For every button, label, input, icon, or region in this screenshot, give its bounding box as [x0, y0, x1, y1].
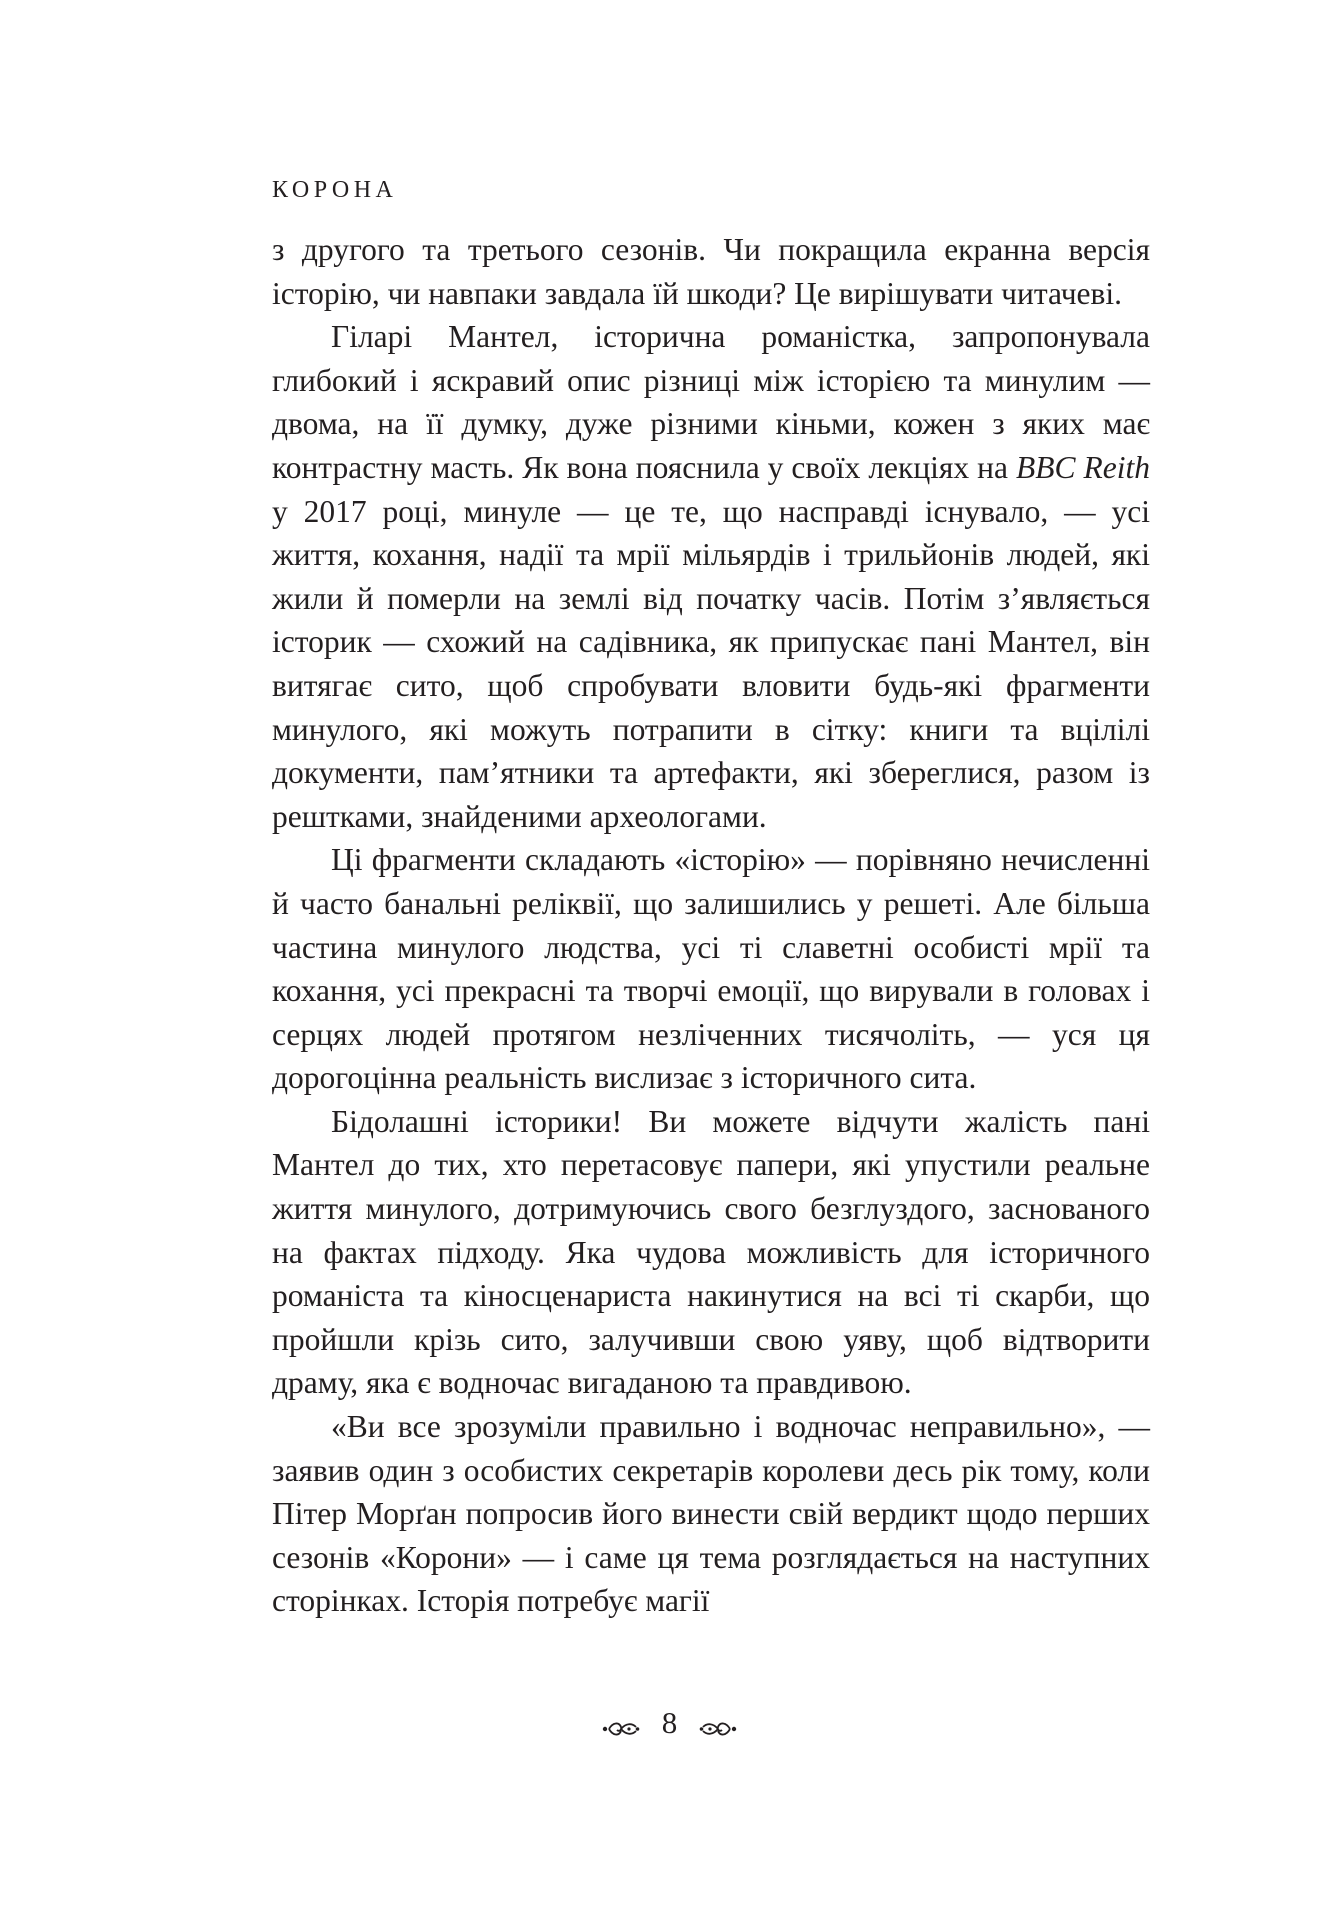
- lecture-series-title: BBC Reith: [1016, 449, 1150, 485]
- paragraph-2: [272, 315, 1150, 838]
- paragraph-4: Бідолашні історики! Ви можете відчути жалість пані Мантел до тих, хто перетасовує папери, які упустили реальне життя минулого, дотримуючись свого безглуздого, заснованого на фактах підходу. Яка чудова можливість для історичного романіста та кіносценариста накинутися на всі ті скарби, що пройшли крізь сито, залучивши свою уяву, щоб відтворити драму, яка є водночас вигаданою та правдивою.: [272, 1103, 1150, 1401]
- fleuron-right-icon: [699, 1712, 737, 1734]
- running-head: КОРОНА: [272, 177, 398, 203]
- paragraph-3: Ці фрагменти складають «історію» — порівняно нечисленні й часто банальні реліквії, що залишились у решеті. Але більша частина минулого людства, усі ті славетні особисті мрії та кохання, усі прекрасні та творчі емоції, що вирували в головах і серцях людей протягом незліченних тисячоліть, — уся ця дорогоцінна реальність вислизає з історичного сита.: [272, 842, 1150, 1096]
- page-footer: [0, 1702, 1339, 1741]
- body-text: [272, 228, 1150, 1623]
- paragraph-2-text-a: Гіларі Мантел, історична романістка, запропонувала глибокий і яскравий опис різниці між історією та минулим — двома, на її думку, дуже різними кіньми, кожен з яких має контрастну масть. Як вона пояснила у своїх лекціях на: [272, 319, 1150, 485]
- paragraph-5: «Ви все зрозуміли правильно і водночас неправильно», — заявив один з особистих секретарів королеви десь рік тому, коли Пітер Морґан попросив його винести свій вердикт щодо перших сезонів «Корони» — і саме ця тема розглядається на наступних сторінках. Історія потребує магії: [272, 1409, 1150, 1619]
- page-number: 8: [661, 1704, 678, 1740]
- paragraph-1: з другого та третього сезонів. Чи покращила екранна версія історію, чи навпаки завдала їй шкоди? Це вирішувати читачеві.: [272, 232, 1150, 311]
- fleuron-left-icon: [602, 1712, 640, 1734]
- paragraph-2-text-b: у 2017 році, минуле — це те, що насправді існувало, — усі життя, кохання, надії та мрії мільярдів і трильйонів людей, які жили й померли на землі від початку часів. Потім з’являється історик — схожий на садівника, як припускає пані Мантел, він витягає сито, щоб спробувати вловити будь-які фрагменти минулого, які можуть потрапити в сітку: книги та вцілілі документи, пам’ятники та артефакти, які збереглися, разом із рештками, знайденими археологами.: [272, 493, 1150, 834]
